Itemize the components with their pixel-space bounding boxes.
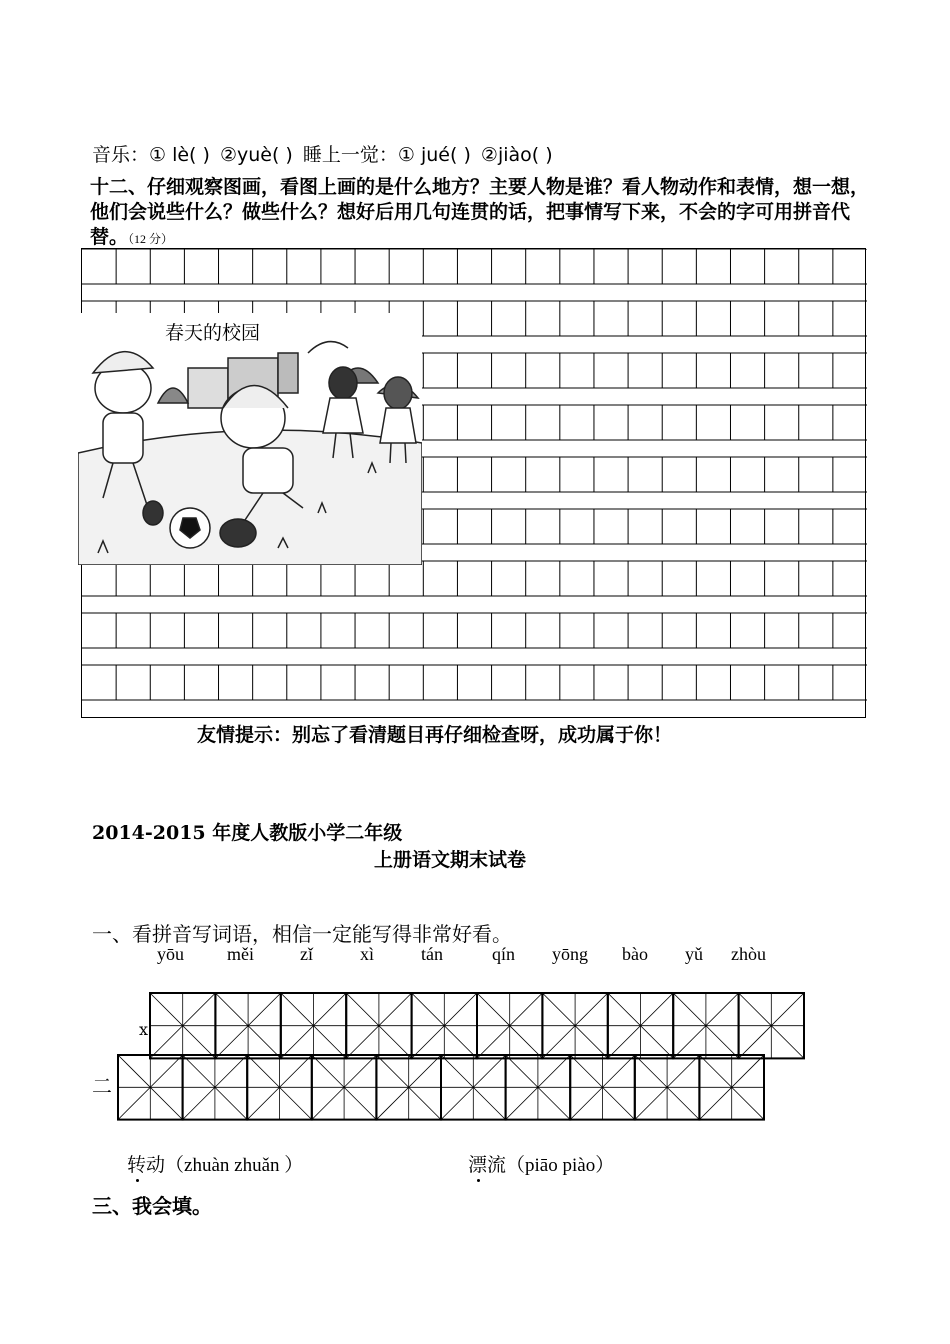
pinyin-syllable: zǐ xyxy=(300,944,313,964)
practice-box[interactable] xyxy=(739,993,804,1058)
practice-box[interactable] xyxy=(412,993,477,1058)
practice-box[interactable] xyxy=(150,993,215,1058)
practice-box[interactable] xyxy=(673,993,738,1058)
music-option-2: ②yuè( ) xyxy=(219,144,293,166)
practice-box[interactable] xyxy=(150,993,215,1058)
practice-box-row-2[interactable] xyxy=(506,1055,571,1120)
item-1-options: （zhuàn zhuǎn ） xyxy=(165,1155,304,1176)
sleep-option-2: ②jiào( ) xyxy=(480,144,553,166)
practice-box[interactable] xyxy=(412,993,477,1058)
practice-box-row-2[interactable] xyxy=(183,1055,248,1120)
question-12 xyxy=(90,175,870,252)
practice-box-row-2[interactable] xyxy=(312,1055,377,1120)
practice-box-row-2[interactable] xyxy=(441,1055,506,1120)
practice-box[interactable] xyxy=(739,993,804,1058)
practice-box[interactable] xyxy=(608,993,673,1058)
practice-box-row-2[interactable] xyxy=(441,1055,506,1120)
practice-box[interactable] xyxy=(346,993,411,1058)
practice-box[interactable] xyxy=(739,993,804,1058)
practice-box-row-2[interactable] xyxy=(376,1055,441,1120)
sleep-option-1: ① jué( ) xyxy=(397,144,471,166)
illustration-caption: 春天的校园 xyxy=(165,322,261,344)
practice-box-row-2[interactable] xyxy=(441,1055,506,1120)
pinyin-syllable: měi xyxy=(227,944,254,964)
practice-box-row-2[interactable] xyxy=(118,1055,183,1120)
practice-box[interactable] xyxy=(346,993,411,1058)
practice-box-row-2[interactable] xyxy=(699,1055,764,1120)
practice-box-row-2[interactable] xyxy=(376,1055,441,1120)
practice-box[interactable] xyxy=(477,993,542,1058)
practice-box[interactable] xyxy=(673,993,738,1058)
practice-box[interactable] xyxy=(215,993,280,1058)
item-2-options: （piāo piào） xyxy=(506,1155,615,1176)
practice-box-row-2[interactable] xyxy=(312,1055,377,1120)
practice-box[interactable] xyxy=(542,993,607,1058)
item-2-char: 流 xyxy=(487,1155,507,1176)
exam-title-line-2: 上册语文期末试卷 xyxy=(374,849,527,871)
polyphone-line xyxy=(92,140,557,167)
practice-box[interactable] xyxy=(477,993,542,1058)
music-option-1: ① lè( ) xyxy=(149,144,210,166)
practice-box[interactable] xyxy=(346,993,411,1058)
question-12-text: 十二、仔细观察图画，看图上画的是什么地方？主要人物是谁？看人物动作和表情，想一想，他们会说些什么？做些什么？想好后用几句连贯的话，把事情写下来，不会的字可用拼音代替。 xyxy=(90,176,870,248)
section-3-heading: 三、我会填。 xyxy=(92,1194,212,1218)
item-1-char: 动 xyxy=(146,1155,166,1176)
practice-box-row-2[interactable] xyxy=(635,1055,700,1120)
practice-box[interactable] xyxy=(542,993,607,1058)
practice-box[interactable] xyxy=(281,993,346,1058)
sleep-label: 睡上一觉： xyxy=(302,144,398,166)
pinyin-syllable: bào xyxy=(622,944,648,964)
practice-box-row-2[interactable] xyxy=(635,1055,700,1120)
practice-box-row-2[interactable] xyxy=(247,1055,312,1120)
spring-campus-illustration xyxy=(78,313,422,565)
pinyin-syllable: yǔ xyxy=(685,944,703,964)
practice-box-row-2[interactable] xyxy=(183,1055,248,1120)
practice-box-row-2[interactable] xyxy=(118,1055,183,1120)
practice-box-row-2[interactable] xyxy=(699,1055,764,1120)
practice-box[interactable] xyxy=(673,993,738,1058)
item-1-char-dotted: 转 xyxy=(127,1155,147,1176)
practice-box[interactable] xyxy=(477,993,542,1058)
pinyin-syllable: qín xyxy=(492,944,516,964)
illustration-drawing xyxy=(78,313,422,565)
item-2-char-dotted: 漂 xyxy=(468,1155,488,1176)
practice-box-row-2[interactable] xyxy=(312,1055,377,1120)
practice-box-row-2[interactable] xyxy=(570,1055,635,1120)
polyphone-item-2 xyxy=(468,1150,614,1177)
practice-box[interactable] xyxy=(608,993,673,1058)
practice-box[interactable] xyxy=(215,993,280,1058)
practice-box-row-2[interactable] xyxy=(699,1055,764,1120)
practice-box-row-2[interactable] xyxy=(506,1055,571,1120)
practice-box-row-2[interactable] xyxy=(570,1055,635,1120)
practice-box[interactable] xyxy=(150,993,215,1058)
pinyin-syllable: tán xyxy=(421,944,443,964)
pinyin-syllable: xì xyxy=(360,944,375,964)
pinyin-syllable: yōu xyxy=(157,944,184,964)
question-12-points: （12 分） xyxy=(128,232,174,246)
practice-box-row-2[interactable] xyxy=(570,1055,635,1120)
practice-box[interactable] xyxy=(608,993,673,1058)
polyphone-item-1 xyxy=(127,1150,303,1177)
practice-box[interactable] xyxy=(215,993,280,1058)
pinyin-syllable: zhòu xyxy=(731,944,766,964)
section-2-number: 二 xyxy=(92,1074,112,1098)
friendly-tip: 友情提示：别忘了看清题目再仔细检查呀，成功属于你！ xyxy=(197,724,673,746)
exam-title-line-1: 2014-2015 年度人教版小学二年级 xyxy=(92,822,403,844)
practice-box[interactable] xyxy=(542,993,607,1058)
pinyin-syllable: yōng xyxy=(552,944,588,964)
practice-box[interactable] xyxy=(281,993,346,1058)
practice-box-row-2[interactable] xyxy=(635,1055,700,1120)
practice-box[interactable] xyxy=(281,993,346,1058)
practice-box[interactable] xyxy=(412,993,477,1058)
practice-box-row-2[interactable] xyxy=(506,1055,571,1120)
practice-box-row-2[interactable] xyxy=(376,1055,441,1120)
practice-box-row-2[interactable] xyxy=(247,1055,312,1120)
section-1-heading: 一、看拼音写词语，相信一定能写得非常好看。 xyxy=(92,922,512,946)
practice-box-row-2[interactable] xyxy=(247,1055,312,1120)
practice-box-row-2[interactable] xyxy=(183,1055,248,1120)
music-label: 音乐： xyxy=(92,144,150,166)
stray-letter: x xyxy=(139,1020,149,1039)
practice-box-row-2[interactable] xyxy=(118,1055,183,1120)
